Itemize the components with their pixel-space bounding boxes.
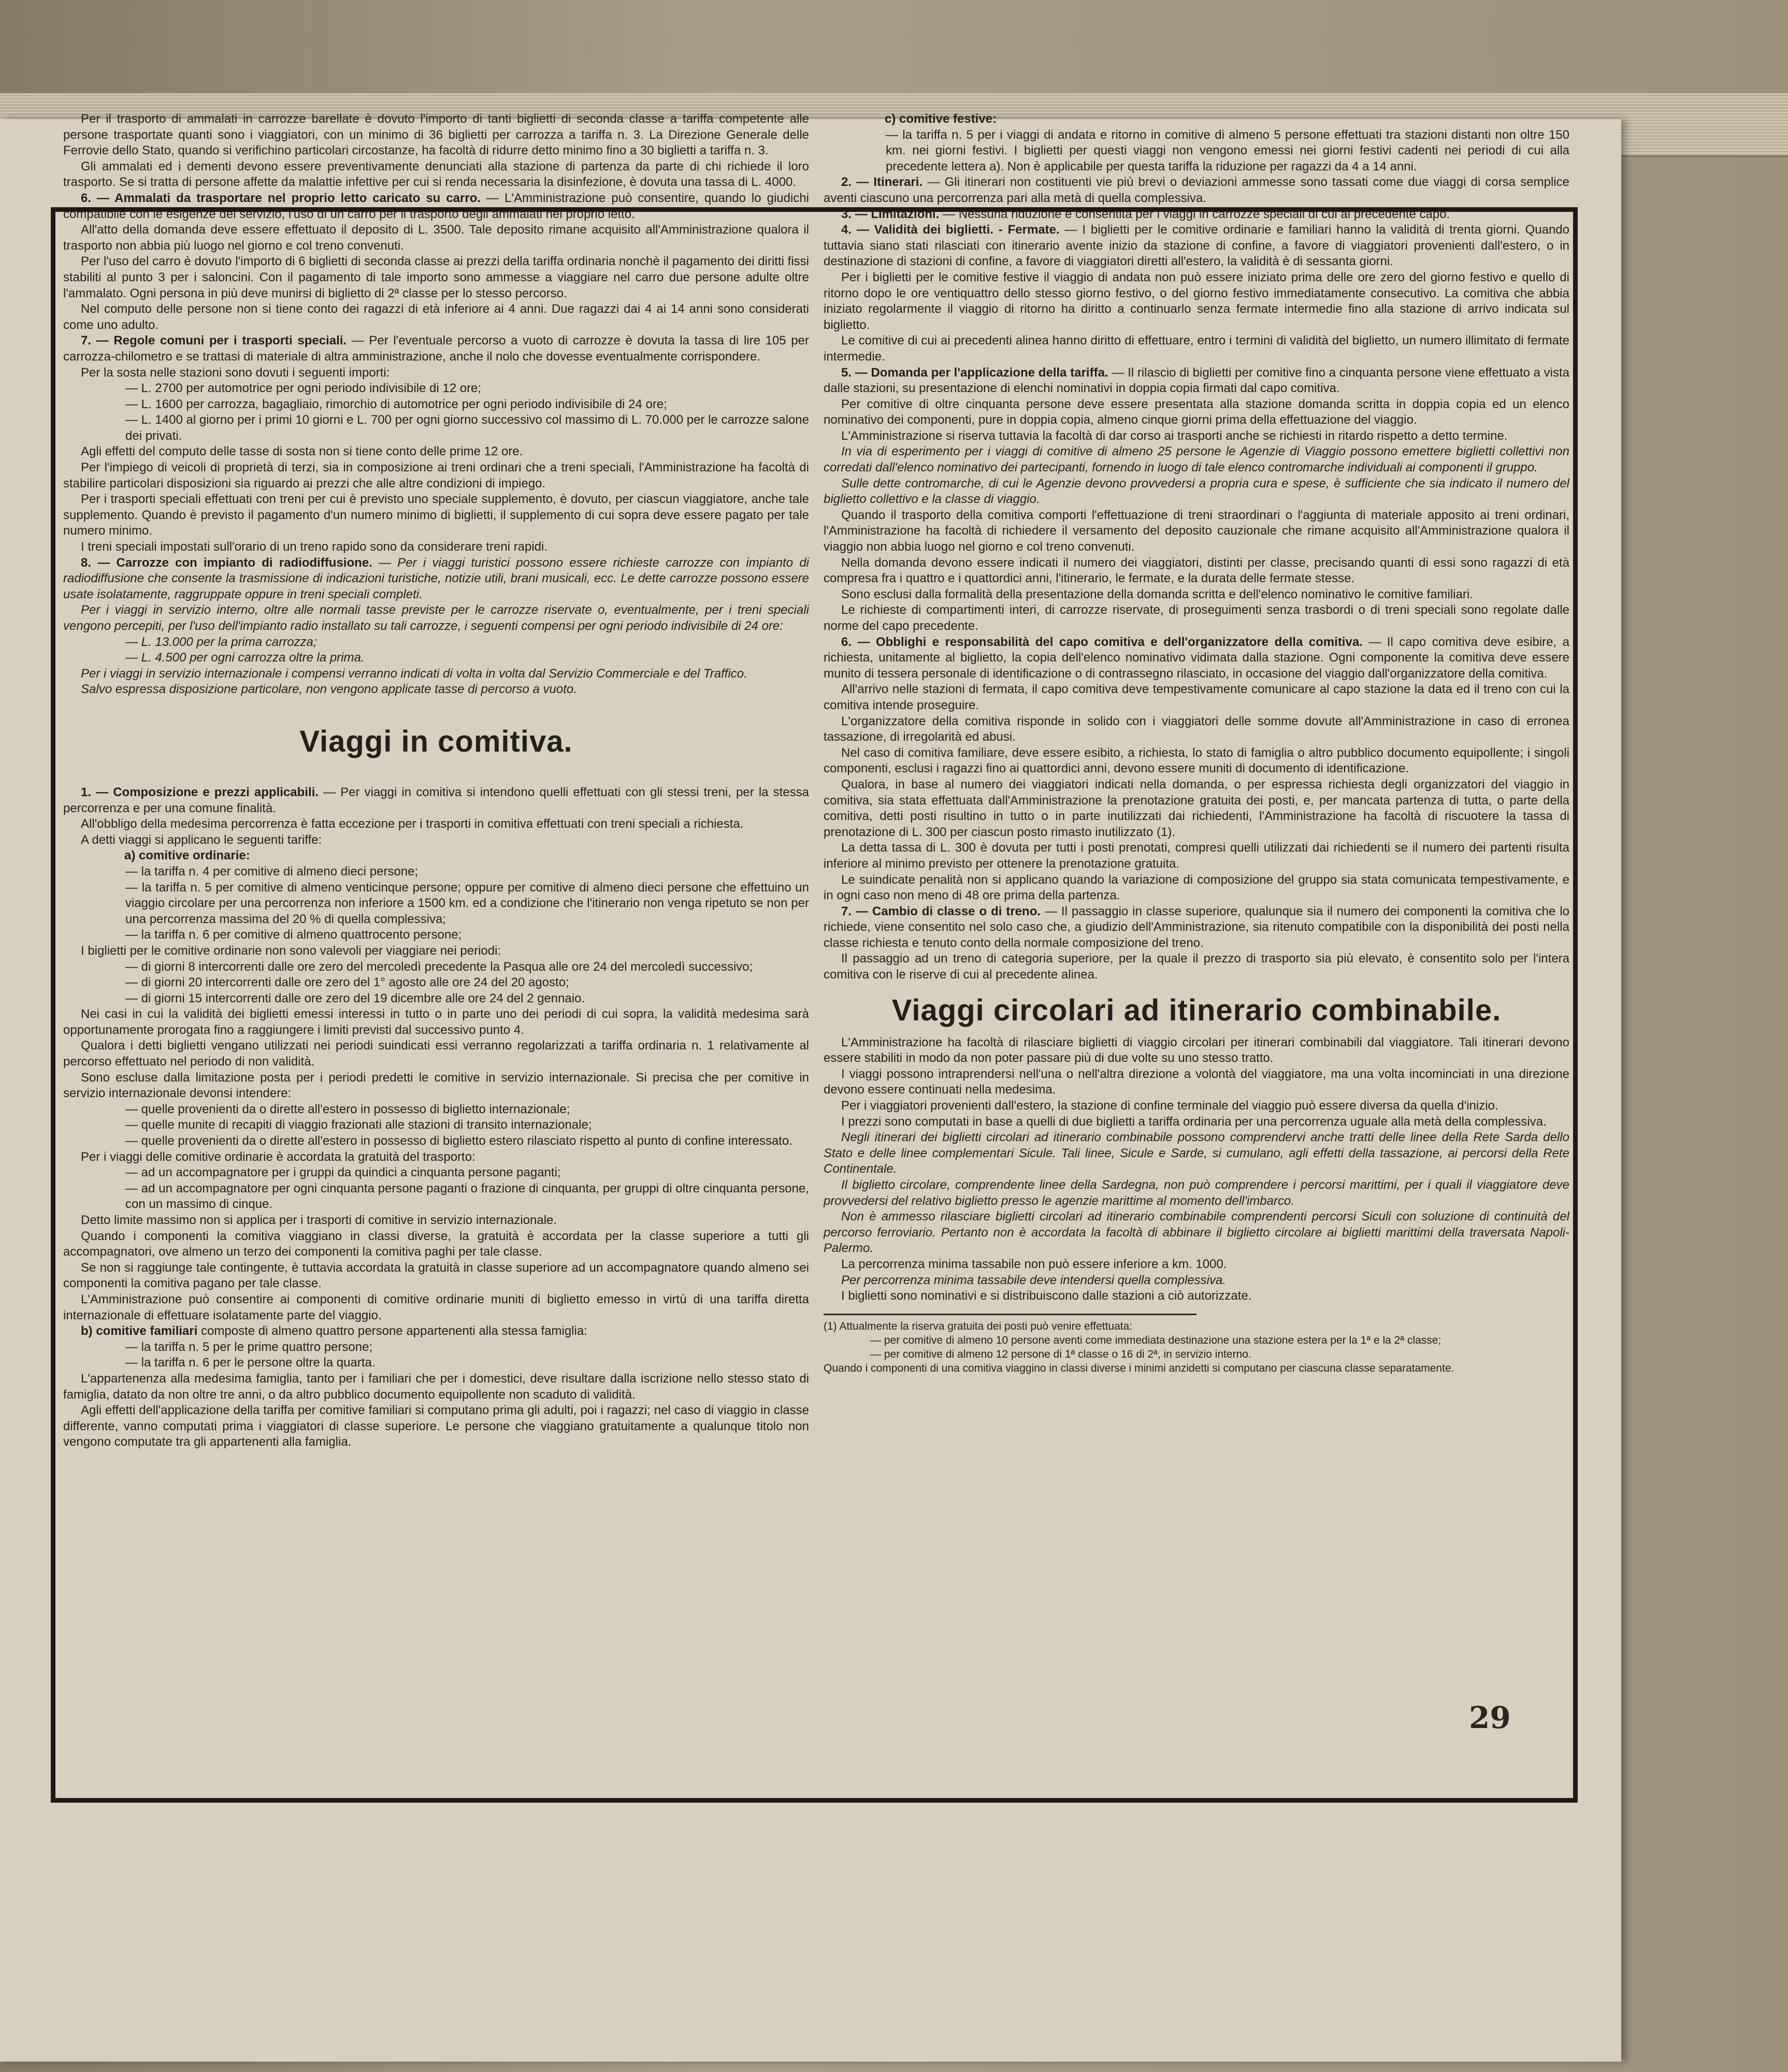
paragraph: Gli ammalati ed i dementi devono essere preventivamente denunciati alla stazione di partenza da parte di chi richiede il loro trasporto. Se si tratta di persone affette da malattie infettive per cui si renda necessaria la disinfezione, è dovuta una tassa di L. 4000. <box>63 159 809 190</box>
dash-item: — L. 1600 per carrozza, bagagliaio, rimorchio di automotrice per ogni periodo indivisibile di 24 ore; <box>125 397 667 411</box>
paragraph: 7. — Regole comuni per i trasporti speciali. — Per l'eventuale percorso a vuoto di carrozze è dovuta la tassa di lire 105 per carrozza-chilometro e se trattasi di materiale di altra amministrazione, anche il nolo che dovesse eventualmente corrispondere. <box>63 334 809 364</box>
paragraph: La detta tassa di L. 300 è dovuta per tutti i posti prenotati, compresi quelli utilizzati dai richiedenti se il numero dei partenti risulta inferiore al minimo previsto per ottenere la prenotazione gratuita. <box>824 841 1569 871</box>
dash-item: — la tariffa n. 6 per comitive di almeno quattrocento persone; <box>125 928 462 942</box>
paragraph: Nel computo delle persone non si tiene conto dei ragazzi di età inferiore ai 4 anni. Due ragazzi dai 4 ai 14 anni sono considerati come uno adulto. <box>63 302 809 332</box>
dash-item: — ad un accompagnatore per i gruppi da quindici a cinquanta persone paganti; <box>125 1166 561 1180</box>
paragraph: Nella domanda devono essere indicati il numero dei viaggiatori, distinti per classe, precisando quanti di essi sono ragazzi di età compresa fra i quattro e i quattordici anni, l'itinerario, le fermate, e la durata delle fermate stesse. <box>824 555 1569 586</box>
dash-item: — L. 2700 per automotrice per ogni periodo indivisibile di 12 ore; <box>125 381 482 396</box>
paragraph: I treni speciali impostati sull'orario di un treno rapido sono da considerare treni rapidi. <box>81 540 548 554</box>
paragraph: All'atto della domanda deve essere effettuato il deposito di L. 3500. Tale deposito rimane acquisito all'Amministrazione qualora il trasporto non abbia più luogo nel giorno e col treno convenuti. <box>63 223 809 253</box>
footnote-line: (1) Attualmente la riserva gratuita dei posti può venire effettuata: <box>824 1320 1133 1332</box>
right-column <box>824 111 1569 1671</box>
section-heading: 4. — Validità dei biglietti. - Fermate. <box>841 223 1060 237</box>
paragraph: Sono esclusi dalla formalità della presentazione della domanda scritta e dell'elenco nominativo le comitive familiari. <box>841 587 1473 601</box>
paragraph: Le comitive di cui ai precedenti alinea hanno diritto di effettuare, entro i termini di validità del biglietto, un numero illimitato di fermate intermedie. <box>824 334 1569 364</box>
dash-item: — la tariffa n. 6 per le persone oltre la quarta. <box>125 1356 376 1370</box>
paragraph: 2. — Itinerari. — Gli itinerari non costituenti vie più brevi o deviazioni ammesse sono tassati come due viaggi di corsa semplice aventi ciascuno una percorrenza pari alla metà di quella complessiva. <box>824 175 1569 205</box>
paragraph: 8. — Carrozze con impianto di radiodiffusione. — Per i viaggi turistici possono essere richieste carrozze con impianto di radiodiffusione che consente la trasmissione di indicazioni turistiche, notizie utili, brani musicali, ecc. Le dette carrozze possono essere usate isolatamente, raggruppate oppure in treni speciali completi. <box>63 555 809 601</box>
section-heading: 8. — Carrozze con impianto di radiodiffusione. <box>81 555 372 570</box>
paragraph: All'arrivo nelle stazioni di fermata, il capo comitiva deve tempestivamente comunicare al capo stazione la data ed il treno con cui la comitiva intende proseguire. <box>824 682 1569 712</box>
section-heading: 3. — Limitazioni. <box>841 207 940 221</box>
dash-item: — di giorni 8 intercorrenti dalle ore zero del mercoledì precedente la Pasqua alle ore 24 del mercoledì successivo; <box>125 959 753 974</box>
subsection-label: b) comitive familiari <box>81 1324 198 1339</box>
page-number: 29 <box>1469 1700 1511 1735</box>
paragraph: b) comitive familiari composte di almeno quattro persone appartenenti alla stessa famiglia: <box>81 1324 587 1339</box>
paragraph: Per l'impiego di veicoli di proprietà di terzi, sia in composizione ai treni ordinari che a treni speciali, l'Amministrazione ha facoltà di stabilire particolari disposizioni sia riguardo ai prezzi che alle altre condizioni di impiego. <box>63 461 809 491</box>
paragraph: Salvo espressa disposizione particolare, non vengono applicate tasse di percorso a vuoto. <box>81 682 577 697</box>
paragraph: I viaggi possono intraprendersi nell'una o nell'altra direzione a volontà del viaggiatore, ma una volta incominciati in una direzione devono essere continuati nella medesima. <box>824 1067 1569 1097</box>
dash-item: — quelle munite di recapiti di viaggio frazionati alle stazioni di transito internazionale; <box>125 1118 592 1132</box>
dash-item: — ad un accompagnatore per ogni cinquanta persone paganti o frazione di cinquanta, per gruppi di oltre cinquanta persone, con un massimo di cinque. <box>125 1181 809 1212</box>
paragraph: Agli effetti dell'applicazione della tariffa per comitive familiari si computano prima gli adulti, poi i ragazzi; nel caso di viaggio in classe differente, vanno computati prima i viaggiatori di classe superiore. Le persone che viaggiano gratuitamente a qualunque titolo non vengono computate tra gli appartenenti alla famiglia. <box>63 1403 809 1449</box>
dash-item: — quelle provenienti da o dirette all'estero in possesso di biglietto estero rilasciato rispetto al punto di confine interessato. <box>125 1134 792 1148</box>
dash-item: — la tariffa n. 5 per le prime quattro persone; <box>125 1340 373 1354</box>
paragraph: Agli effetti del computo delle tasse di sosta non si tiene conto delle prime 12 ore. <box>81 444 523 459</box>
dash-item: — di giorni 20 intercorrenti dalle ore zero del 1° agosto alle ore 24 del 20 agosto; <box>125 975 569 990</box>
paragraph: 1. — Composizione e prezzi applicabili. — Per viaggi in comitiva si intendono quelli effettuati con gli stessi treni, per la stessa percorrenza e per una comune finalità. <box>63 785 809 815</box>
paragraph: Per i viaggi in servizio interno, oltre alle normali tasse previste per le carrozze riservate o, eventualmente, per i treni speciali vengono percepiti, per l'uso dell'impianto radio installato su tali carrozze, i seguenti compensi per ogni periodo indivisibile di 24 ore: <box>63 603 809 633</box>
paragraph: Per il trasporto di ammalati in carrozze barellate è dovuto l'importo di tanti biglietti di seconda classe a tariffa competente alle persone trasportate quanti sono i viaggiatori, con un minimo di 36 biglietti per carrozza a tariffa n. 3. La Direzione Generale delle Ferrovie dello Stato, quando si verifichino particolari circostanze, ha facoltà di ridurre detto minimo fino a 30 biglietti a tariffa n. 3. <box>63 112 809 158</box>
section-title-viaggi-comitiva: Viaggi in comitiva. <box>299 724 573 758</box>
section-title-viaggi-circolari: Viaggi circolari ad itinerario combinabile. <box>891 993 1502 1027</box>
paragraph: 5. — Domanda per l'applicazione della tariffa. — Il rilascio di biglietti per comitive fino a cinquanta persone viene effettuato a vista dalle stazioni, su presentazione di elenchi nominativi in doppia copia firmati dal capo comitiva. <box>824 365 1569 396</box>
paragraph: 7. — Cambio di classe o di treno. — Il passaggio in classe superiore, qualunque sia il numero dei componenti la comitiva che lo richiede, viene consentito nel solo caso che, a giudizio dell'Amministrazione, sia ritenuto compatibile con la disponibilità dei posti nella classe richiesta e tenuto conto della normale composizione del treno. <box>824 904 1569 950</box>
paragraph: I biglietti sono nominativi e si distribuiscono dalle stazioni a ciò autorizzate. <box>841 1289 1252 1303</box>
section-heading: 1. — Composizione e prezzi applicabili. <box>81 785 319 799</box>
dash-item: — L. 4.500 per ogni carrozza oltre la prima. <box>125 651 365 665</box>
paragraph: 6. — Obblighi e responsabilità del capo comitiva e dell'organizzatore della comitiva. — Il capo comitiva deve esibire, a richiesta, unitamente al biglietto, la copia dell'elenco nominativo vidimata dalla stazione. Ogni componente la comitiva deve essere munito di tessera personale di identificazione o di contrassegno rilasciato, in occasione del viaggio dall'organizzatore della comitiva. <box>824 635 1569 681</box>
paragraph: L'appartenenza alla medesima famiglia, tanto per i familiari che per i domestici, deve risultare dalla iscrizione nello stesso stato di famiglia, datato da non oltre tre anni, o da altro pubblico documento equipollente non scaduto di validità. <box>63 1371 809 1402</box>
section-heading: 7. — Regole comuni per i trasporti speciali. <box>81 334 347 348</box>
dash-item: — L. 1400 al giorno per i primi 10 giorni e L. 700 per ogni giorno successivo col massimo di L. 70.000 per le carrozze salone dei privati. <box>125 413 809 443</box>
paragraph: Sulle dette contromarche, di cui le Agenzie devono provvedersi a propria cura e spese, è sufficiente che sia indicato il numero del biglietto collettivo e la classe di viaggio. <box>824 476 1569 507</box>
dash-item: — quelle provenienti da o dirette all'estero in possesso di biglietto internazionale; <box>125 1102 570 1116</box>
paragraph: Per i viaggiatori provenienti dall'estero, la stazione di confine terminale del viaggio può essere diversa da quella d'inizio. <box>841 1099 1498 1113</box>
subsection-label: c) comitive festive: <box>885 112 997 126</box>
section-heading: 7. — Cambio di classe o di treno. <box>841 904 1041 918</box>
paragraph: All'obbligo della medesima percorrenza è fatta eccezione per i trasporti in comitiva effettuati con treni speciali a richiesta. <box>81 817 744 831</box>
paragraph: Le suindicate penalità non si applicano quando la variazione di composizione del gruppo sia stata comunicata tempestivamente, e in ogni caso non meno di 48 ore prima della partenza. <box>824 872 1569 903</box>
paragraph: A detti viaggi si applicano le seguenti tariffe: <box>81 832 322 847</box>
paragraph: In via di esperimento per i viaggi di comitive di almeno 25 persone le Agenzie di Viaggio possono emettere biglietti collettivi non corredati dall'elenco nominativo dei partecipanti, fornendo in luogo di tale elenco contromarche individuali ai componenti il gruppo. <box>824 444 1569 475</box>
paragraph: Per i biglietti per le comitive festive il viaggio di andata non può essere iniziato prima delle ore zero del giorno festivo e quello di ritorno dopo le ore ventiquattro dello stesso giorno festivo, o del giorno festivo immediatamente consecutivo. La comitiva che abbia iniziato regolarmente il viaggio di ritorno ha diritto a continuarlo senza fermate intermedie fino alla stazione di arrivo indicata sul biglietto. <box>824 270 1569 332</box>
paragraph: Quando il trasporto della comitiva comporti l'effettuazione di treni straordinari o l'aggiunta di materiale apposito ai treni ordinari, l'Amministrazione ha facoltà di richiedere il versamento del deposito cauzionale che rimane acquisito all'Amministrazione qualora il viaggio non abbia luogo nel giorno e col treno convenuti. <box>824 508 1569 554</box>
paragraph: Detto limite massimo non si applica per i trasporti di comitive in servizio internazionale. <box>81 1213 557 1227</box>
paragraph: L'organizzatore della comitiva risponde in solido con i viaggiatori delle somme dovute all'Amministrazione in caso di erronea tassazione, di irregolarità ed abusi. <box>824 714 1569 744</box>
paragraph: Nel caso di comitiva familiare, deve essere esibito, a richiesta, lo stato di famiglia o altro pubblico documento equipollente; i singoli componenti, esclusi i ragazzi fino ai quattordici anni, devono essere muniti di documento di identificazione. <box>824 745 1569 776</box>
paragraph: Qualora i detti biglietti vengano utilizzati nei periodi suindicati essi verranno regolarizzati a tariffa ordinaria n. 1 relativamente al percorso effettuato nel periodo di non validità. <box>63 1039 809 1069</box>
paragraph: Il passaggio ad un treno di categoria superiore, per la quale il prezzo di trasporto sia più elevato, è consentito solo per l'intera comitiva con le riserve di cui al precedente alinea. <box>824 952 1569 982</box>
paragraph: 6. — Ammalati da trasportare nel proprio letto caricato su carro. — L'Amministrazione può consentire, quando lo giudichi compatibile con le esigenze del servizio, l'uso di un carro per il trasporto degli ammalati nel proprio letto. <box>63 191 809 221</box>
dash-item: — L. 13.000 per la prima carrozza; <box>125 635 317 649</box>
paragraph: Per l'uso del carro è dovuto l'importo di 6 biglietti di seconda classe ai prezzi della tariffa ordinaria nonchè il pagamento dei diritti fissi stabiliti al punto 3 per i saloncini. Con il pagamento di tale importo sono ammesse a viaggiare nel carro due persone adulte oltre l'ammalato. Ogni persona in più deve munirsi di biglietto di 2ª classe per lo stesso percorso. <box>63 254 809 300</box>
paragraph: L'Amministrazione ha facoltà di rilasciare biglietti di viaggio circolari per itinerari combinabili dal viaggiatore. Tali itinerari devono essere stabiliti in modo da non poter passare più di due volte su uno stesso tratto. <box>824 1035 1569 1066</box>
dash-item: — la tariffa n. 5 per i viaggi di andata e ritorno in comitive di almeno 5 persone effettuati tra stazioni distanti non oltre 150 km. nei giorni festivi. I biglietti per questi viaggi non vengono emessi nei giorni festivi cadenti nei periodi di cui alla precedente lettera a). Non è applicabile per questa tariffa la riduzione per ragazzi da 4 a 14 anni. <box>886 127 1569 174</box>
section-heading: 5. — Domanda per l'applicazione della tariffa. <box>841 365 1108 380</box>
subsection-label: a) comitive ordinarie: <box>124 848 250 863</box>
paragraph: Quando i componenti la comitiva viaggiano in classi diverse, la gratuità è accordata per la classe superiore a tutti gli accompagnatori, ove almeno un terzo dei componenti la comitiva paghi per tale classe. <box>63 1229 809 1259</box>
paragraph: 3. — Limitazioni. — Nessuna riduzione è consentita per i viaggi in carrozze speciali di cui al precedente capo. <box>841 207 1450 221</box>
paragraph: Per i trasporti speciali effettuati con treni per cui è previsto uno speciale supplemento, è dovuto, per ciascun viaggiatore, anche tale supplemento. Quando è previsto il pagamento d'un numero minimo di biglietti, il supplemento di cui sopra deve essere pagato per tale numero minimo. <box>63 492 809 538</box>
section-heading: 6. — Ammalati da trasportare nel proprio letto caricato su carro. <box>81 191 481 205</box>
footnote <box>824 1319 1569 1375</box>
paragraph: Qualora, in base al numero dei viaggiatori indicati nella domanda, o per espressa richiesta degli organizzatori del viaggio in comitiva, sia stata effettuata dall'Amministrazione la prenotazione gratuita dei posti, e, per mancata partenza di tutta, o parte della comitiva, detti posti risultino in tutto o in parte inutilizzati dai richiedenti, l'Amministrazione ha facoltà di riscuotere la tassa di prenotazione di L. 300 per ciascun posto rimasto inutilizzato (1). <box>824 777 1569 839</box>
footnote-rule <box>824 1314 1196 1315</box>
paragraph: Se non si raggiunge tale contingente, è tuttavia accordata la gratuità in classe superiore ad un accompagnatore quando almeno sei componenti la comitiva pagano per tale classe. <box>63 1260 809 1291</box>
dash-item: — di giorni 15 intercorrenti dalle ore zero del 19 dicembre alle ore 24 del 2 gennaio. <box>125 991 585 1005</box>
paragraph: 4. — Validità dei biglietti. - Fermate. — I biglietti per le comitive ordinarie e familiari hanno la validità di trenta giorni. Quando tuttavia siano stati rilasciati con itinerario avente inizio da stazione di confine, a favore di viaggiatori provenienti dall'estero, o in destinazione di stazioni di confine, a favore di viaggiatori diretti all'estero, la validità è di sessanta giorni. <box>824 223 1569 269</box>
paragraph: La percorrenza minima tassabile non può essere inferiore a km. 1000. <box>841 1257 1227 1271</box>
dash-item: — la tariffa n. 5 per comitive di almeno venticinque persone; oppure per comitive di almeno dieci persone che effettuino un viaggio circolare per una percorrenza non inferiore a 1500 km. ed a condizione che l'itinerario non venga ripetuto se non per una percorrenza massima del 20 % di quella complessiva; <box>125 880 809 926</box>
section-heading: 2. — Itinerari. <box>841 175 923 190</box>
footnote-line: — per comitive di almeno 12 persone di 1ª classe o 16 di 2ª, in servizio interno. <box>870 1348 1251 1360</box>
dash-item: — la tariffa n. 4 per comitive di almeno dieci persone; <box>125 864 419 879</box>
paragraph: Per i viaggi delle comitive ordinarie è accordata la gratuità del trasporto: <box>81 1149 475 1164</box>
paragraph: Le richieste di compartimenti interi, di carrozze riservate, di proseguimenti senza trasbordi o di treni speciali sono regolate dalle norme del capo precedente. <box>824 603 1569 633</box>
paragraph: I biglietti per le comitive ordinarie non sono valevoli per viaggiare nei periodi: <box>81 943 501 958</box>
left-column <box>63 111 809 1671</box>
paragraph: Per percorrenza minima tassabile deve intendersi quella complessiva. <box>841 1273 1227 1287</box>
paragraph: Per la sosta nelle stazioni sono dovuti i seguenti importi: <box>81 365 390 380</box>
footnote-line: Quando i componenti di una comitiva viaggino in classi diverse i minimi anzidetti si computano per ciascuna classe separatamente. <box>824 1362 1454 1374</box>
paragraph: Sono escluse dalla limitazione posta per i periodi predetti le comitive in servizio internazionale. Si precisa che per comitive in servizio internazionale devonsi intendere: <box>63 1070 809 1101</box>
section-heading: 6. — Obblighi e responsabilità del capo comitiva e dell'organizzatore della comitiva. <box>841 635 1363 649</box>
paragraph: Per comitive di oltre cinquanta persone deve essere presentata alla stazione domanda scritta in doppia copia ed un elenco nominativo dei componenti, pure in doppia copia, almeno cinque giorni prima della effettuazione del viaggio. <box>824 397 1569 427</box>
paragraph: Il biglietto circolare, comprendente linee della Sardegna, non può comprendere i percorsi marittimi, per i quali il viaggiatore deve provvedersi del relativo biglietto presso le agenzie marittime al momento dell'imbarco. <box>824 1178 1569 1208</box>
paragraph: L'Amministrazione può consentire ai componenti di comitive ordinarie muniti di biglietto emesso in virtù di una tariffa diretta internazionale di effettuare isolatamente parte del viaggio. <box>63 1292 809 1322</box>
paragraph: Nei casi in cui la validità dei biglietti emessi interessi in tutto o in parte uno dei periodi di cui sopra, la validità medesima sarà opportunamente prorogata fino a raggiungere i limiti previsti dal successivo punto 4. <box>63 1007 809 1037</box>
paragraph: I prezzi sono computati in base a quelli di due biglietti a tariffa ordinaria per una percorrenza uguale alla metà della complessiva. <box>841 1114 1547 1129</box>
footnote-line: — per comitive di almeno 10 persone aventi come immediata destinazione una stazione estera per la 1ª e la 2ª classe; <box>870 1334 1441 1346</box>
paragraph: Non è ammesso rilasciare biglietti circolari ad itinerario combinabile comprendenti percorsi Siculi con soluzione di continuità del percorso ferroviario. Pertanto non è accordata la facoltà di abbinare il biglietto circolare ai biglietti marittimi della traversata Napoli-Palermo. <box>824 1210 1569 1256</box>
paragraph: Per i viaggi in servizio internazionale i compensi verranno indicati di volta in volta dal Servizio Commerciale e del Traffico. <box>81 666 747 681</box>
paragraph: Negli itinerari dei biglietti circolari ad itinerario combinabile possono comprendervi anche tratti delle linee della Rete Sarda dello Stato e delle linee complementari Sicule. Tali linee, Sicule e Sarde, si cumulano, agli effetti della tassazione, ai percorsi della Rete Continentale. <box>824 1130 1569 1176</box>
paragraph: L'Amministrazione si riserva tuttavia la facoltà di dar corso ai trasporti anche se richiesti in ritardo rispetto a detto termine. <box>841 428 1508 443</box>
